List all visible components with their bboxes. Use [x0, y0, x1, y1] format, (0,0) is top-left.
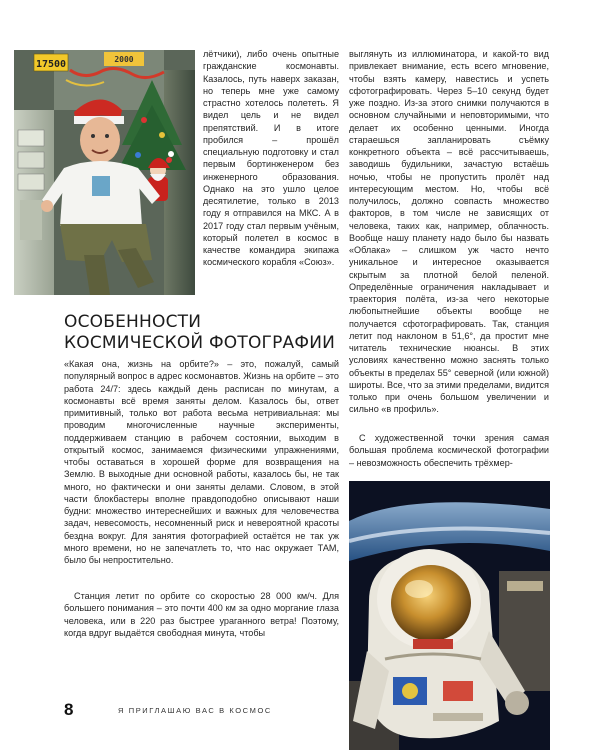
body-left-paragraph-1: «Какая она, жизнь на орбите?» – это, пожалуй, самый популярный вопрос в адрес космонавтов. Жизнь на орбите – это работа 24/7: здесь каждый день расписан по минутам, а космонавты всё время заняты делом. Казалось бы, ответ примитивный, только вот работа весьма нетривиальная: мы проводим многочисленные научные эксперименты, поддерживаем станцию в рабочем состоянии, выходим в открытый космос, занимаемся физическими упражнениями, чтобы оставаться в хорошей форме для возвращения на Землю. В выходные дни основной работы, казалось бы, не так много, но фактически и они заняты делами. Словом, в этой части блокбастеры вполне правдоподобно описывают наши будни: множество интереснейших и важных для человечества задач, невесомость, несомненный риск и невероятной красоты бездна вокруг. Для занятия фотографией остаётся не так уж много времени, но не запечатлеть то, что нас окружает ТАМ, было бы непростительно.: [64, 359, 339, 565]
page-number: 8: [64, 700, 74, 719]
column-middle-top-text: лётчики), либо очень опытные гражданские космонавты. Казалось, путь наверх заказан, но теперь мне уже самому страстно хотелось полететь. Я видел цель и не видел препятствий. И в итоге пробился – прошёл специальную подготовку и стал первым бортинженером без инженерного образования. Однако на это ушло целое десятилетие, только в 2013 году я отправился на МКС. А в 2017 году стал первым учёным, который полетел в космос в качестве командира экипажа космического корабля «Союз».: [203, 49, 339, 268]
astronaut-holiday-illustration: [14, 50, 195, 295]
body-left-paragraph-2-text: Станция летит по орбите со скоростью 28 000 км/ч. Для большего понимания – это почти 400 км за одно моргание глаза человека, или в 220 раз быстрее ураганного ветра! Поэтому, когда вдруг выдаётся свободная минута, чтобы: [64, 591, 339, 638]
spacewalk-photo: [349, 481, 550, 750]
body-left-paragraph-2: [64, 590, 339, 639]
column-right-paragraph-2: [349, 432, 549, 469]
section-heading: ОСОБЕННОСТИ КОСМИЧЕСКОЙ ФОТОГРАФИИ: [64, 312, 336, 353]
spacewalk-illustration: [349, 481, 550, 750]
astronaut-holiday-photo: [14, 50, 195, 295]
sign-17500: 17500: [35, 59, 67, 70]
sign-2000: 2000: [114, 55, 134, 64]
column-right-paragraph-2-text: С художественной точки зрения самая большая проблема космической фотографии – невозможность обеспечить трёхмер-: [349, 433, 549, 468]
running-title: Я ПРИГЛАШАЮ ВАС В КОСМОС: [118, 706, 272, 715]
column-right-paragraph-1: выглянуть из иллюминатора, и какой-то вид привлекает внимание, есть всего мгновение, чтобы взять камеру, навестись и успеть сфотографировать. Через 5–10 секунд будет уже поздно. Из-за этого снимки получаются в основном случайными и неповторимыми, что делает их особенно ценными. Иногда стараешься запланировать съёмку конкретного объекта – всё рассчитываешь, заводишь будильники, зачастую встаёшь ночью, чтобы не пропустить пролёт над интересующим местом. Но, чтобы всё получилось, должно совпасть множество факторов, в том числе не зависящих от человека, таких как, например, облачность. Вообще нашу планету надо было бы назвать «Облака» – слишком уж часто нечто уникальное и интересное оказывается скрытым за плотной белой пеленой. Определённые ограничения накладывает и траектория полёта, из-за чего некоторые любопытнейшие объекты вообще не получается сфотографировать. Так, станция летит под наклоном в 51,6°, да простит мне читатель технические нюансы. В этих условиях качественно можно заснять только объекты в пределах 55° северной (или южной) широты. Все, что за этими пределами, видится только при очень большом увеличении и сильно «в профиль».: [349, 49, 549, 415]
